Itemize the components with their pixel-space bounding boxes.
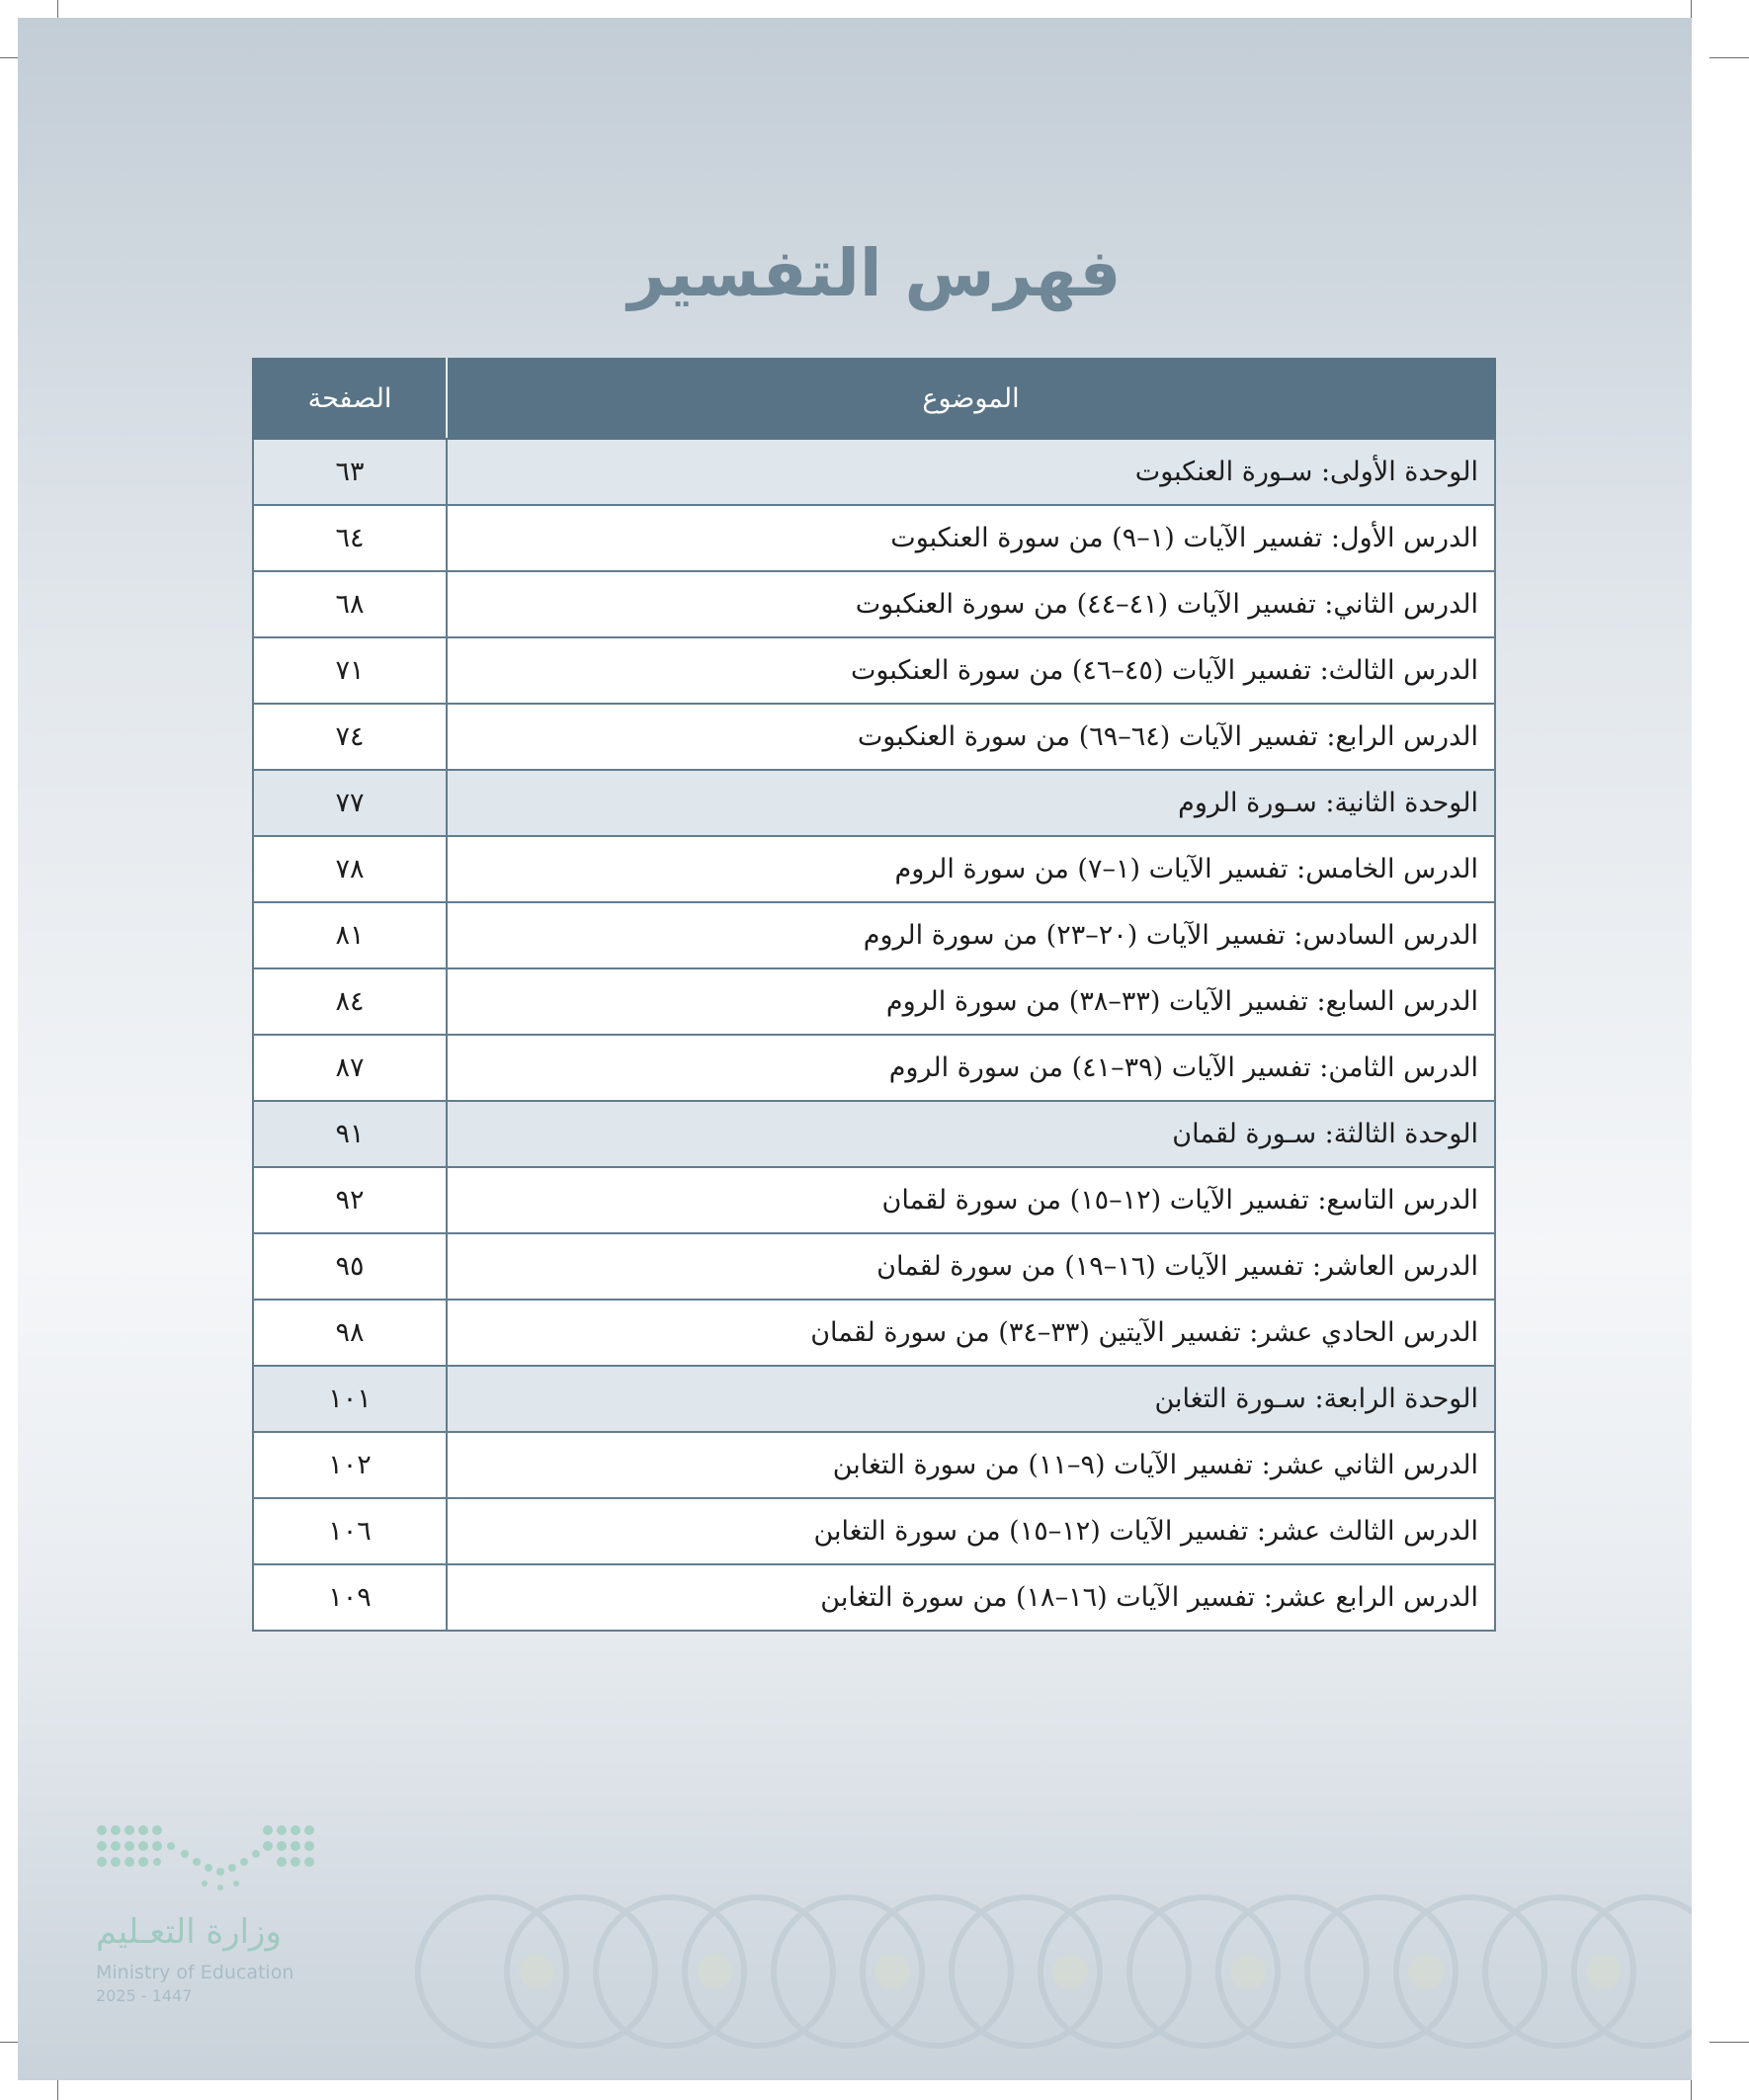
page-title: فهرس التفسير	[627, 235, 1122, 311]
row-topic: الدرس التاسع: تفسير الآيات (١٢–١٥) من سورة لقمان	[447, 1167, 1495, 1233]
row-topic: الدرس الرابع: تفسير الآيات (٦٤–٦٩) من سورة العنكبوت	[447, 704, 1495, 770]
unit-row	[253, 439, 1495, 505]
row-page-number: ٩٨	[253, 1300, 447, 1366]
row-topic: الدرس الثاني: تفسير الآيات (٤١–٤٤) من سورة العنكبوت	[447, 571, 1495, 637]
row-topic: الدرس السادس: تفسير الآيات (٢٠–٢٣) من سورة الروم	[447, 902, 1495, 968]
lesson-row	[253, 1498, 1495, 1564]
row-topic: الدرس الثاني عشر: تفسير الآيات (٩–١١) من سورة التغابن	[447, 1432, 1495, 1498]
row-page-number: ١٠٩	[253, 1564, 447, 1631]
row-page-number: ٧٨	[253, 836, 447, 902]
row-topic: الدرس العاشر: تفسير الآيات (١٦–١٩) من سورة لقمان	[447, 1233, 1495, 1300]
lesson-row	[253, 1167, 1495, 1233]
lesson-row	[253, 637, 1495, 704]
row-topic: الدرس الحادي عشر: تفسير الآيتين (٣٣–٣٤) من سورة لقمان	[447, 1300, 1495, 1366]
header-topic: الموضوع	[447, 359, 1495, 439]
lesson-row	[253, 571, 1495, 637]
lesson-row	[253, 505, 1495, 571]
table-header-row	[253, 359, 1495, 439]
toc-table	[252, 358, 1496, 1632]
row-page-number: ٩١	[253, 1101, 447, 1167]
lesson-row	[253, 704, 1495, 770]
row-page-number: ٦٨	[253, 571, 447, 637]
unit-row	[253, 770, 1495, 836]
row-topic: الوحدة الأولى: سـورة العنكبوت	[447, 439, 1495, 505]
crop-mark	[1709, 2042, 1749, 2043]
lesson-row	[253, 836, 1495, 902]
row-page-number: ٧٤	[253, 704, 447, 770]
row-topic: الوحدة الثالثة: سـورة لقمان	[447, 1101, 1495, 1167]
toc-body	[253, 439, 1495, 1631]
lesson-row	[253, 902, 1495, 968]
row-topic: الوحدة الرابعة: سـورة التغابن	[447, 1366, 1495, 1432]
row-topic: الدرس الأول: تفسير الآيات (١–٩) من سورة العنكبوت	[447, 505, 1495, 571]
row-page-number: ٨٧	[253, 1035, 447, 1101]
row-page-number: ٦٣	[253, 439, 447, 505]
crop-mark	[1709, 57, 1749, 58]
row-topic: الدرس الثالث عشر: تفسير الآيات (١٢–١٥) من سورة التغابن	[447, 1498, 1495, 1564]
row-topic: الوحدة الثانية: سـورة الروم	[447, 770, 1495, 836]
row-topic: الدرس الثامن: تفسير الآيات (٣٩–٤١) من سورة الروم	[447, 1035, 1495, 1101]
header-page: الصفحة	[253, 359, 447, 439]
row-page-number: ٨١	[253, 902, 447, 968]
row-page-number: ٨٤	[253, 968, 447, 1035]
row-topic: الدرس الثالث: تفسير الآيات (٤٥–٤٦) من سورة العنكبوت	[447, 637, 1495, 704]
unit-row	[253, 1366, 1495, 1432]
row-topic: الدرس الخامس: تفسير الآيات (١–٧) من سورة الروم	[447, 836, 1495, 902]
lesson-row	[253, 968, 1495, 1035]
lesson-row	[253, 1300, 1495, 1366]
logo-year-text: 2025 - 1447	[96, 1986, 193, 2005]
logo-arabic-text: وزارة التعـليم	[96, 1912, 282, 1952]
row-page-number: ٩٢	[253, 1167, 447, 1233]
row-page-number: ٩٥	[253, 1233, 447, 1300]
row-topic: الدرس السابع: تفسير الآيات (٣٣–٣٨) من سورة الروم	[447, 968, 1495, 1035]
unit-row	[253, 1101, 1495, 1167]
lesson-row	[253, 1233, 1495, 1300]
row-page-number: ١٠١	[253, 1366, 447, 1432]
row-page-number: ٧١	[253, 637, 447, 704]
row-page-number: ٧٧	[253, 770, 447, 836]
row-page-number: ١٠٦	[253, 1498, 447, 1564]
lesson-row	[253, 1035, 1495, 1101]
lesson-row	[253, 1564, 1495, 1631]
lesson-row	[253, 1432, 1495, 1498]
logo-english-text: Ministry of Education	[96, 1962, 294, 1983]
row-page-number: ١٠٢	[253, 1432, 447, 1498]
row-page-number: ٦٤	[253, 505, 447, 571]
row-topic: الدرس الرابع عشر: تفسير الآيات (١٦–١٨) من سورة التغابن	[447, 1564, 1495, 1631]
